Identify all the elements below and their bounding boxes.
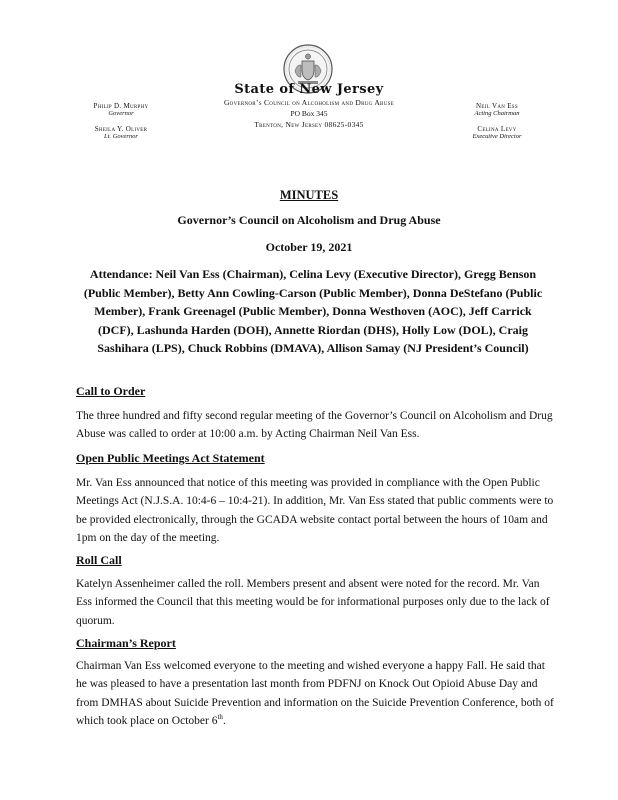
official-name: Neil Van Ess — [476, 102, 518, 110]
official-governor — [76, 102, 166, 117]
section-body-chairmans-report — [76, 657, 554, 731]
official-lt-governor — [76, 125, 166, 140]
section-body-open-public-meetings: Mr. Van Ess announced that notice of this meeting was provided in compliance with the Open Public Meetings Act (N.J.S.A. 10:4-6 – 10:4-21). In addition, Mr. Van Ess stated that public comments were to be provided electronically, through the GCADA website contact portal between the hours of 10am and 1pm on the day of the meeting. — [76, 477, 554, 545]
official-acting-chairman — [452, 102, 542, 117]
sentence-end: . — [222, 715, 226, 728]
city-address: Trenton, New Jersey 08625-0345 — [254, 120, 364, 129]
official-role: Acting Chairman — [474, 110, 520, 117]
chairmans-report-text: Chairman Van Ess welcomed everyone to the meeting and wished everyone a happy Fall. He said that he was pleased to have a presentation last month from PDFNJ on Knock Out Opioid Abuse Day and from DMHAS about Suicide Prevention and information on the Suicide Prevention Conference, both of which took place on October 6 — [76, 660, 554, 728]
section-heading-roll-call: Roll Call — [76, 553, 122, 567]
section-heading-call-to-order: Call to Order — [76, 384, 146, 398]
document-subtitle: Governor’s Council on Alcoholism and Drug Abuse — [177, 213, 441, 227]
official-name: Philip D. Murphy — [93, 102, 149, 110]
section-heading-open-public-meetings: Open Public Meetings Act Statement — [76, 451, 265, 465]
attendance-list: Attendance: Neil Van Ess (Chairman), Celina Levy (Executive Director), Gregg Benson (Public Member), Betty Ann Cowling-Carson (Public Member), Donna DeStefano (Public Member), Frank Greenagel (Public Member), Donna Westhoven (AOC), Jeff Carrick (DCF), Lashunda Harden (DOH), Annette Riordan (DHS), Holly Low (DOL), Craig Sashihara (LPS), Chuck Robbins (DMAVA), Allison Samay (NJ President’s Council) — [83, 267, 543, 356]
section-body-roll-call: Katelyn Assenheimer called the roll. Members present and absent were noted for the record. Mr. Van Ess informed the Council that this meeting would be for informational purposes only due to the lack of quorum. — [76, 578, 550, 627]
official-role: Executive Director — [472, 133, 522, 140]
meeting-date: October 19, 2021 — [265, 240, 353, 254]
ordinal-suffix: th — [217, 713, 223, 722]
section-body-call-to-order: The three hundred and fifty second regular meeting of the Governor’s Council on Alcoholism and Drug Abuse was called to order at 10:00 a.m. by Acting Chairman Neil Van Ess. — [76, 410, 553, 441]
official-name: Celina Levy — [477, 125, 517, 133]
official-executive-director — [452, 125, 542, 140]
section-heading-chairmans-report: Chairman’s Report — [76, 636, 176, 650]
official-role: Governor — [108, 110, 134, 117]
official-name: Sheila Y. Oliver — [94, 125, 148, 133]
state-name: State of New Jersey — [234, 82, 384, 97]
document-heading: MINUTES — [279, 188, 339, 202]
council-name: Governor’s Council on Alcoholism and Drug Abuse — [223, 98, 395, 107]
po-box: PO Box 345 — [290, 109, 328, 118]
official-role: Lt. Governor — [104, 133, 138, 140]
